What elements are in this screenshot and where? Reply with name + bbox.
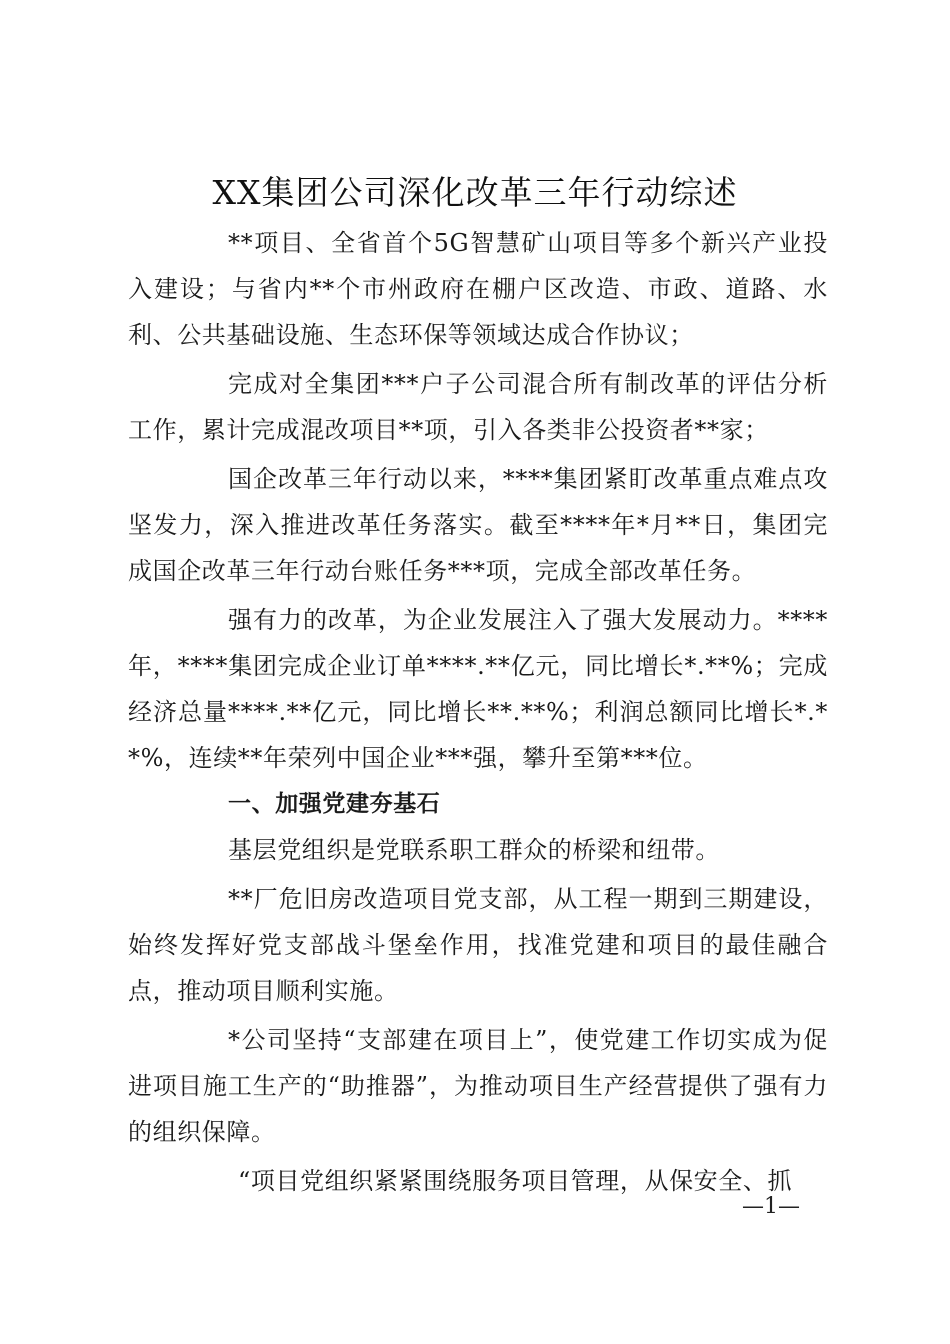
body-paragraph: 基层党组织是党联系职工群众的桥梁和纽带。 <box>228 836 720 864</box>
body-paragraph: 强有力的改革，为企业发展注入了强大发展动力。****年，****集团完成企业订单****.**亿元，同比增长*.**%；完成经济总量****.**亿元，同比增长**.**%；利润总额同比增长*.**%，连续**年荣列中国企业***强，攀升至第***位。 <box>128 606 828 772</box>
document-body <box>128 220 828 1204</box>
body-paragraph: **项目、全省首个5G智慧矿山项目等多个新兴产业投入建设；与省内**个市州政府在棚户区改造、市政、道路、水利、公共基础设施、生态环保等领域达成合作协议； <box>128 229 828 349</box>
body-paragraph: *公司坚持“支部建在项目上”，使党建工作切实成为促进项目施工生产的“助推器”，为推动项目生产经营提供了强有力的组织保障。 <box>128 1026 828 1146</box>
body-paragraph: **厂危旧房改造项目党支部，从工程一期到三期建设，始终发挥好党支部战斗堡垒作用，找准党建和项目的最佳融合点，推动项目顺利实施。 <box>128 885 828 1005</box>
section-heading: 一、加强党建夯基石 <box>228 791 441 817</box>
page-number: —1— <box>742 1194 800 1219</box>
body-paragraph: 完成对全集团***户子公司混合所有制改革的评估分析工作，累计完成混改项目**项，引入各类非公投资者**家； <box>128 370 828 444</box>
body-paragraph: “项目党组织紧紧围绕服务项目管理，从保安全、抓 <box>238 1167 793 1195</box>
body-paragraph: 国企改革三年行动以来，****集团紧盯改革重点难点攻坚发力，深入推进改革任务落实。截至****年*月**日，集团完成国企改革三年行动台账任务***项，完成全部改革任务。 <box>128 465 828 585</box>
document-title: XX集团公司深化改革三年行动综述 <box>212 173 738 212</box>
